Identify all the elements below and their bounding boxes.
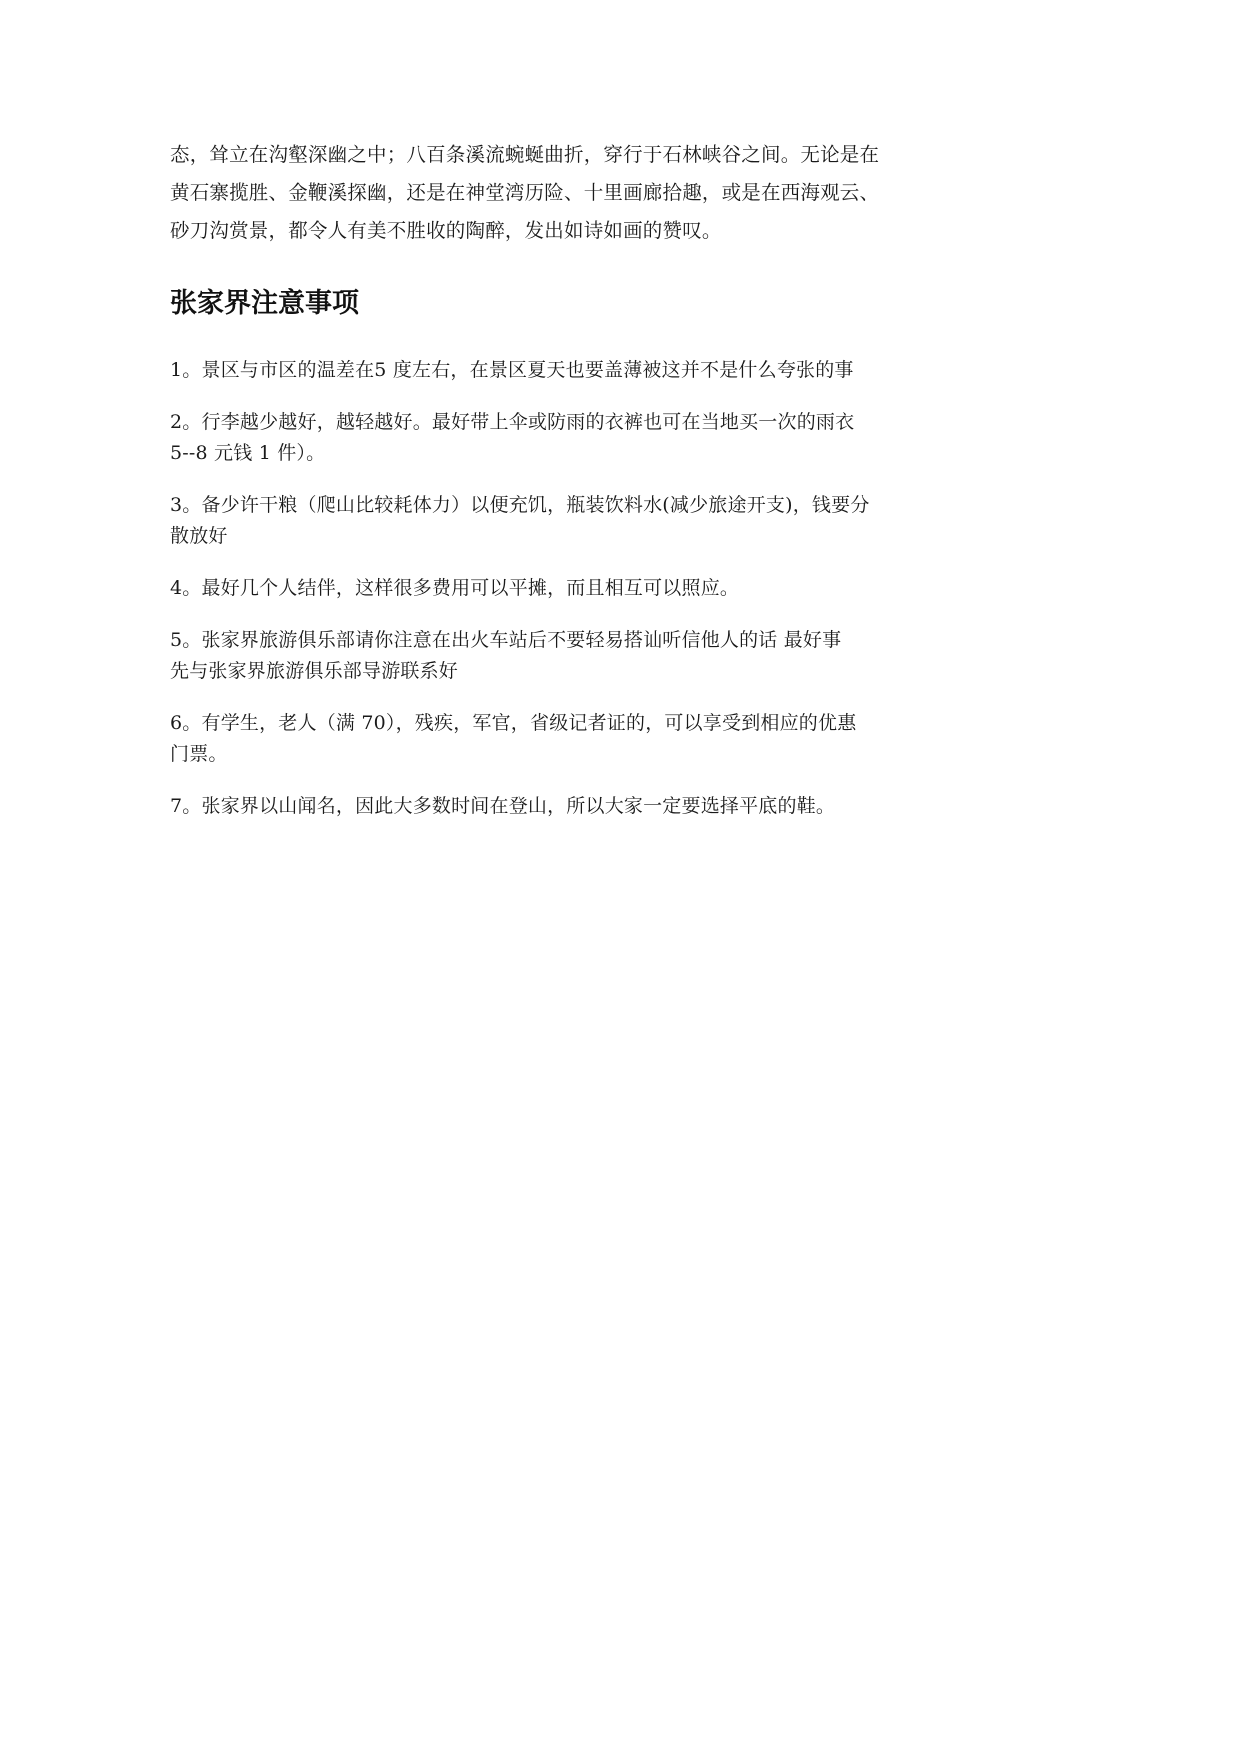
note-item-2 [170,407,980,469]
note-line: 门票。 [170,743,228,765]
section-heading: 张家界注意事项 [170,288,359,319]
note-line: 散放好 [170,525,228,547]
note-line: 5--8 元钱 1 件）。 [170,442,326,464]
notes-list [170,355,980,822]
note-item-5 [170,625,980,687]
note-line: 3。备少许干粮（爬山比较耗体力）以便充饥，瓶装饮料水(减少旅途开支)，钱要分 [170,494,870,516]
note-line: 4。最好几个人结伴，这样很多费用可以平摊，而且相互可以照应。 [170,577,740,599]
note-line: 先与张家界旅游俱乐部导游联系好 [170,660,459,682]
intro-line: 态，耸立在沟壑深幽之中；八百条溪流蜿蜒曲折，穿行于石林峡谷之间。无论是在 [170,143,880,166]
intro-paragraph [170,136,980,250]
intro-line: 砂刀沟赏景，都令人有美不胜收的陶醉，发出如诗如画的赞叹。 [170,219,722,242]
note-line: 2。行李越少越好，越轻越好。最好带上伞或防雨的衣裤也可在当地买一次的雨衣 [170,411,855,433]
note-item-6 [170,708,980,770]
note-item-3 [170,490,980,552]
note-line: 7。张家界以山闻名，因此大多数时间在登山，所以大家一定要选择平底的鞋。 [170,795,836,817]
document-page [170,136,980,843]
note-item-1 [170,355,980,386]
note-item-4 [170,573,980,604]
note-line: 6。有学生，老人（满 70），残疾，军官，省级记者证的，可以享受到相应的优惠 [170,712,857,734]
note-item-7 [170,791,980,822]
note-line: 5。张家界旅游俱乐部请你注意在出火车站后不要轻易搭讪听信他人的话 最好事 [170,629,842,651]
note-line: 1。景区与市区的温差在5 度左右，在景区夏天也要盖薄被这并不是什么夸张的事 [170,359,854,381]
intro-line: 黄石寨揽胜、金鞭溪探幽，还是在神堂湾历险、十里画廊拾趣，或是在西海观云、 [170,181,880,204]
